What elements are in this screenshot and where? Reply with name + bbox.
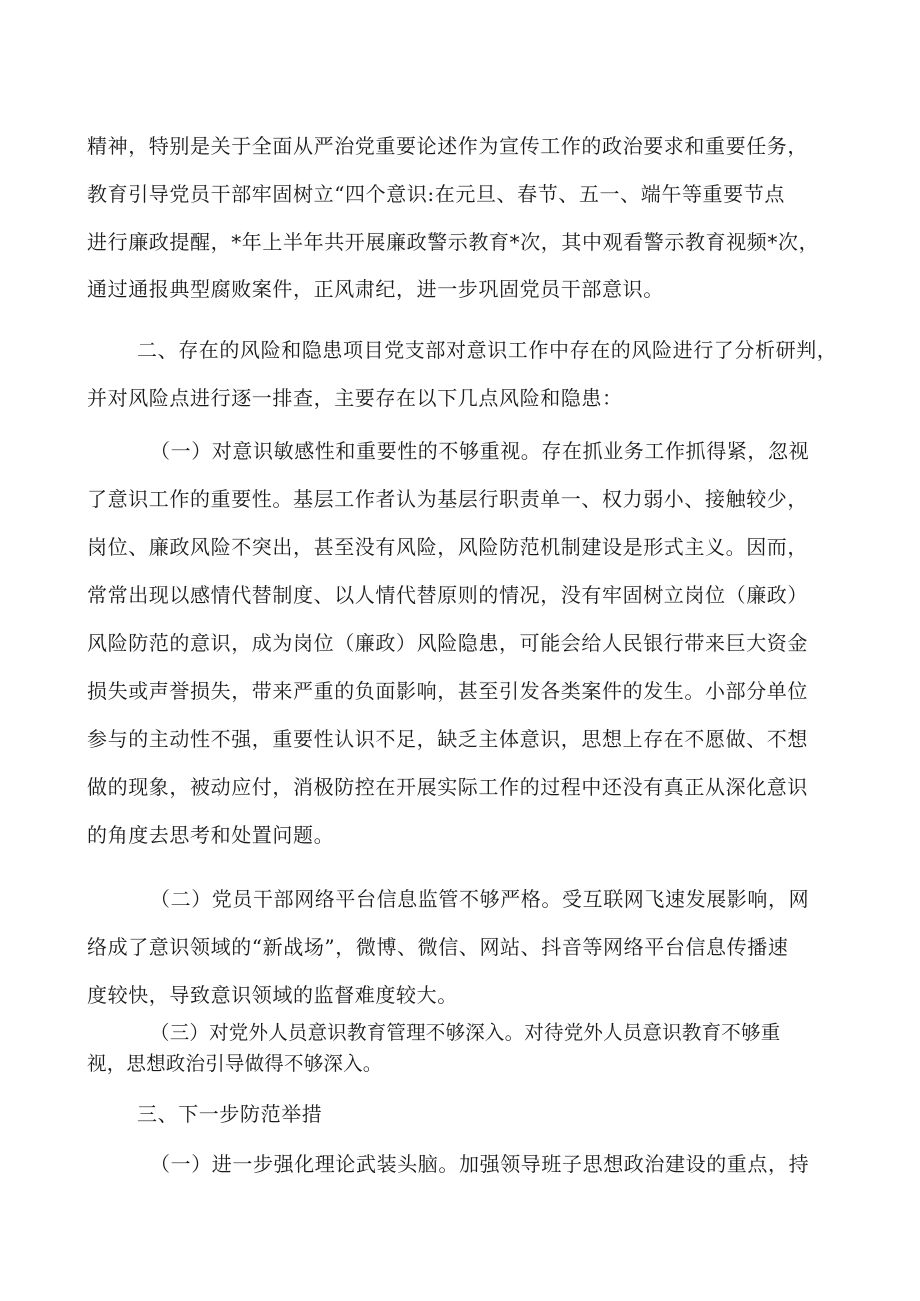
section-heading-risks: 二、存在的风险和隐患项目党支部对意识工作中存在的风险进行了分析研判， bbox=[137, 338, 838, 362]
paragraph-line: 做的现象，被动应付，消极防控在开展实际工作的过程中还没有真正从深化意识 bbox=[87, 775, 808, 799]
subsection-heading-1: （一）对意识敏感性和重要性的不够重视。存在抓业务工作抓得紧，忽视 bbox=[150, 439, 810, 463]
paragraph-line: 度较快，导致意识领域的监督难度较大。 bbox=[87, 983, 458, 1007]
paragraph-line: 风险防范的意识，成为岗位（廉政）风险隐患，可能会给人民银行带来巨大资金 bbox=[87, 631, 808, 655]
paragraph-line: 教育引导党员干部牢固树立“四个意识:在元旦、春节、五一、端午等重要节点 bbox=[87, 182, 785, 206]
paragraph-line: 并对风险点进行逐一排查，主要存在以下几点风险和隐患： bbox=[87, 386, 623, 410]
subsection-heading-2: （二）党员干部网络平台信息监管不够严格。受互联网飞速发展影响，网 bbox=[150, 887, 810, 911]
subsection-heading-3: （三）对党外人员意识教育管理不够深入。对待党外人员意识教育不够重 bbox=[150, 1021, 781, 1044]
paragraph-line: 常常出现以感情代替制度、以人情代替原则的情况，没有牢固树立岗位（廉政） bbox=[87, 583, 808, 607]
paragraph-line: 的角度去思考和处置问题。 bbox=[87, 823, 335, 847]
subsection-heading-measures-1: （一）进一步强化理论武装头脑。加强领导班子思想政治建设的重点，持 bbox=[150, 1152, 810, 1176]
paragraph-line: 参与的主动性不强，重要性认识不足，缺乏主体意识，思想上存在不愿做、不想 bbox=[87, 727, 808, 751]
paragraph-line: 岗位、廉政风险不突出，甚至没有风险，风险防范机制建设是形式主义。因而， bbox=[87, 535, 808, 559]
paragraph-line: 精神，特别是关于全面从严治党重要论述作为宣传工作的政治要求和重要任务， bbox=[87, 134, 808, 158]
paragraph-line: 视，思想政治引导做得不够深入。 bbox=[87, 1052, 383, 1075]
section-heading-measures: 三、下一步防范举措 bbox=[137, 1102, 323, 1126]
paragraph-line: 进行廉政提醒，*年上半年共开展廉政警示教育*次，其中观看警示教育视频*次， bbox=[87, 230, 820, 254]
paragraph-line: 了意识工作的重要性。基层工作者认为基层行职责单一、权力弱小、接触较少， bbox=[87, 487, 808, 511]
paragraph-line: 通过通报典型腐败案件，正风肃纪，进一步巩固党员干部意识。 bbox=[87, 277, 664, 301]
paragraph-line: 损失或声誉损失，带来严重的负面影响，甚至引发各类案件的发生。小部分单位 bbox=[87, 679, 808, 703]
paragraph-line: 络成了意识领域的“新战场”，微博、微信、网站、抖音等网络平台信息传播速 bbox=[87, 935, 789, 959]
